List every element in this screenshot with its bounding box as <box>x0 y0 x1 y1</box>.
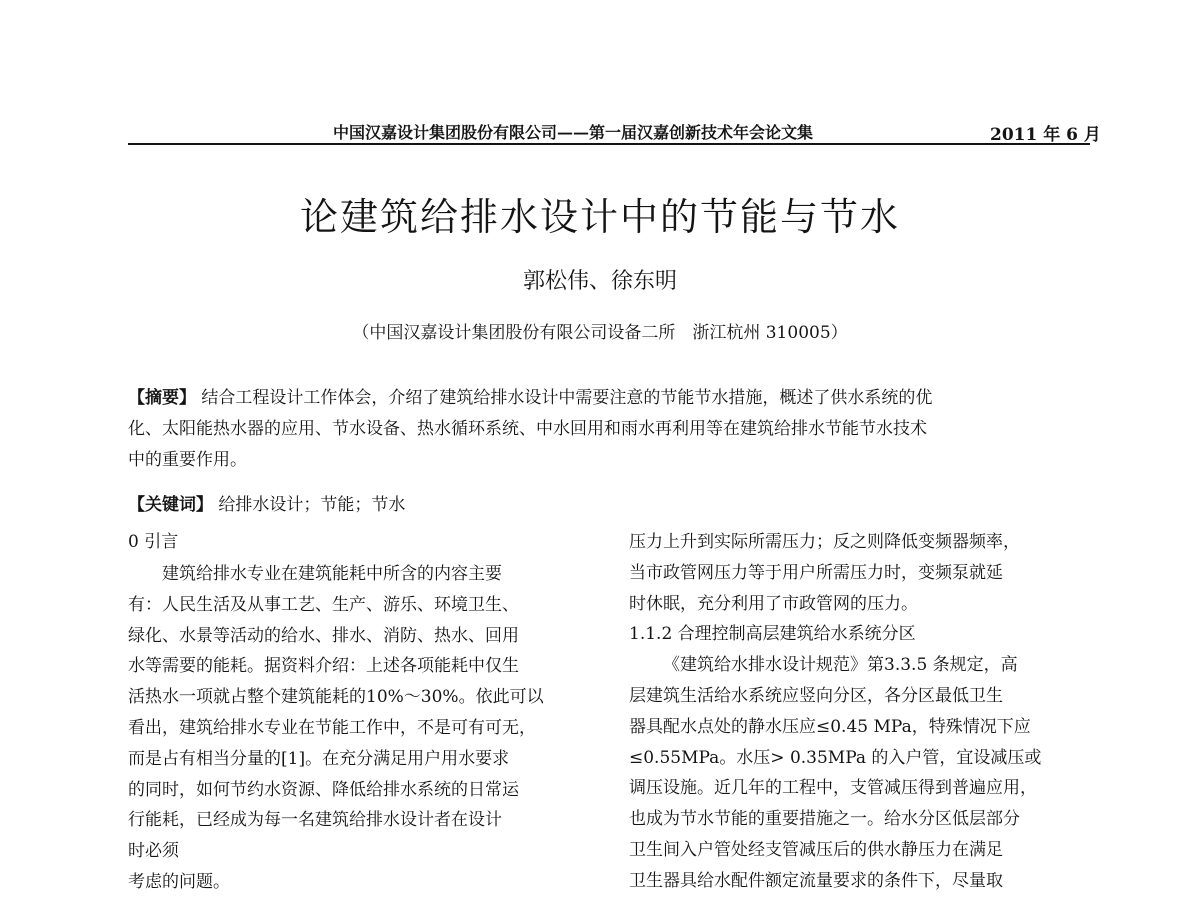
body-line: 活热水一项就占整个建筑能耗的10%～30%。依此可以 <box>128 687 544 708</box>
body-line: 调压设施。近几年的工程中，支管减压得到普遍应用， <box>629 778 1037 799</box>
body-line: 行能耗，已经成为每一名建筑给排水设计者在设计 <box>128 810 502 831</box>
subsection-heading: 1.1.2 合理控制高层建筑给水系统分区 <box>629 624 916 645</box>
body-line: 考虑的问题。 <box>128 871 230 892</box>
paper-authors: 郭松伟、徐东明 <box>522 269 677 294</box>
body-line: 卫生器具给水配件额定流量要求的条件下，尽量取 <box>629 870 1003 891</box>
body-line: 时必须 <box>128 841 179 862</box>
body-line: 器具配水点处的静水压应≤0.45 MPa，特殊情况下应 <box>629 716 1031 737</box>
abstract-line <box>128 383 1090 414</box>
body-line: 压力上升到实际所需压力；反之则降低变频器频率， <box>629 532 1020 552</box>
left-column <box>128 559 588 898</box>
body-line: 看出，建筑给排水专业在节能工作中，不是可有可无， <box>128 717 536 738</box>
body-line: 建筑给排水专业在建筑能耗中所含的内容主要 <box>162 564 502 584</box>
abstract-text: 结合工程设计工作体会，介绍了建筑给排水设计中需要注意的节能节水措施，概述了供水系统的优 <box>196 388 933 408</box>
body-line: 卫生间入户管处经支管减压后的供水静压力在满足 <box>629 839 1003 860</box>
abstract-line: 中的重要作用。 <box>128 450 247 470</box>
body-line: 也成为节水节能的重要措施之一。给水分区低层部分 <box>629 809 1020 830</box>
running-header-journal: 中国汉嘉设计集团股份有限公司——第一届汉嘉创新技术年会论文集 <box>333 123 814 142</box>
body-line: 当市政管网压力等于用户所需压力时，变频泵就延 <box>629 562 1003 583</box>
body-line: 有：人民生活及从事工艺、生产、游乐、环境卫生、 <box>128 594 519 615</box>
header-rule <box>128 143 1090 145</box>
abstract-line: 化、太阳能热水器的应用、节水设备、热水循环系统、中水回用和雨水再利用等在建筑给排水节能节水技术 <box>128 419 927 439</box>
abstract-label: 【摘要】 <box>128 388 196 408</box>
body-line: 时休眠，充分利用了市政管网的压力。 <box>629 593 918 614</box>
body-line: 绿化、水景等活动的给水、排水、消防、热水、回用 <box>128 625 519 646</box>
body-line: 而是占有相当分量的[1]。在充分满足用户用水要求 <box>128 748 510 769</box>
paper-affiliation: （中国汉嘉设计集团股份有限公司设备二所 浙江杭州 310005） <box>352 323 848 343</box>
body-line: 《建筑给水排水设计规范》第3.3.5 条规定，高 <box>663 655 1018 676</box>
keywords-text: 给排水设计；节能；节水 <box>213 495 406 515</box>
body-line: 的同时，如何节约水资源、降低给排水系统的日常运 <box>128 779 519 800</box>
body-line: 层建筑生活给水系统应竖向分区，各分区最低卫生 <box>629 685 1003 706</box>
keywords-label: 【关键词】 <box>128 495 213 515</box>
abstract <box>128 383 1090 476</box>
running-header-date: 2011 年 6 月 <box>990 125 1101 145</box>
keywords <box>128 490 405 515</box>
paper-title: 论建筑给排水设计中的节能与节水 <box>299 195 900 239</box>
right-column <box>629 527 1099 897</box>
body-line: 水等需要的能耗。据资料介绍：上述各项能耗中仅生 <box>128 656 519 677</box>
body-line: ≤0.55MPa。水压> 0.35MPa 的入户管，宜设减压或 <box>629 747 1042 768</box>
section-heading-introduction: 0 引言 <box>128 532 179 552</box>
